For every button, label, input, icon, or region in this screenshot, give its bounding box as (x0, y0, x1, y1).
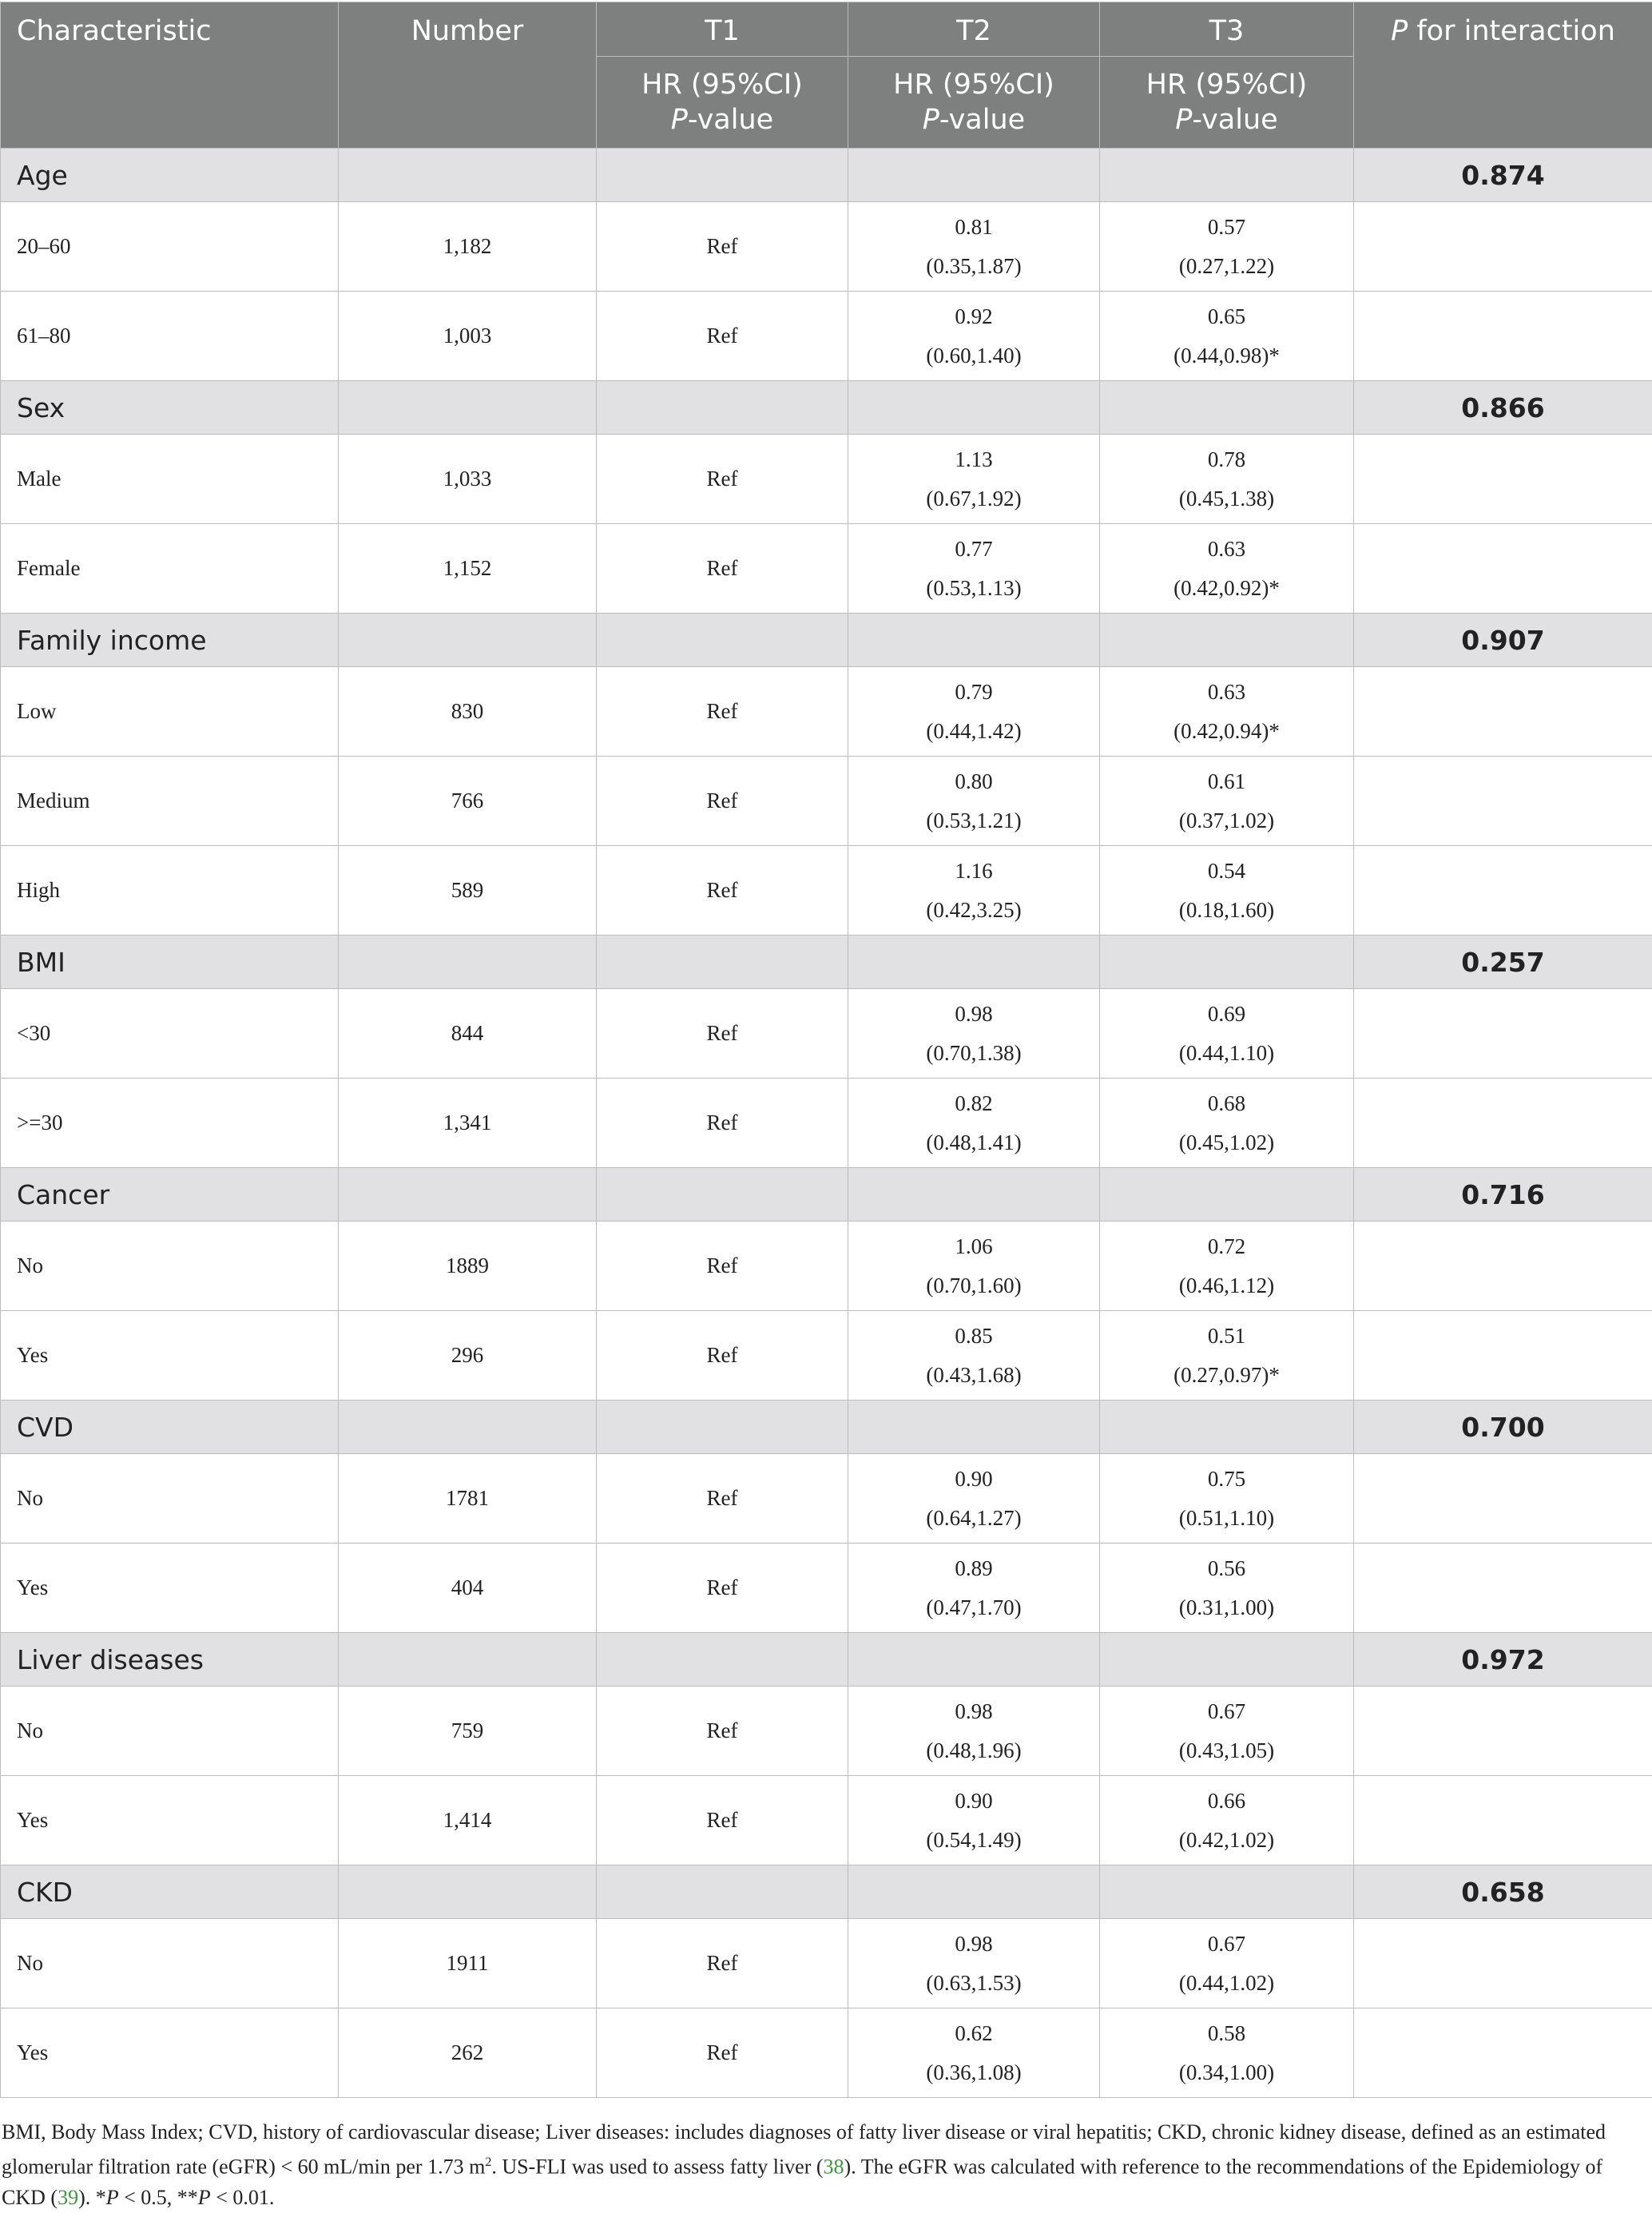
empty-cell (848, 936, 1100, 989)
subgroup-label: No (1, 1919, 339, 2008)
citation-link[interactable]: 38 (824, 2155, 844, 2179)
empty-cell (339, 614, 597, 667)
table-row (1, 1919, 1652, 2008)
t2-ci: (0.36,1.08) (848, 2053, 1099, 2092)
footnote-p-letter: P (106, 2186, 119, 2209)
t3-cell (1100, 1919, 1354, 2008)
t2-ci: (0.63,1.53) (848, 1964, 1099, 2003)
group-name: CVD (1, 1401, 339, 1454)
t3-hr: 0.75 (1100, 1460, 1353, 1499)
subheader-t3 (1100, 57, 1354, 149)
subgroup-table (0, 2, 1652, 2098)
t2-hr: 0.82 (848, 1084, 1099, 1123)
t3-ci: (0.37,1.02) (1100, 801, 1353, 840)
subheader-t2 (848, 57, 1100, 149)
number-cell: 1911 (339, 1919, 597, 2008)
group-name: Age (1, 149, 339, 202)
t2-ci: (0.42,3.25) (848, 891, 1099, 930)
citation-link[interactable]: 39 (58, 2186, 78, 2209)
empty-cell (1354, 1454, 1652, 1544)
number-cell: 404 (339, 1544, 597, 1633)
t2-cell (848, 1544, 1100, 1633)
empty-cell (1100, 614, 1354, 667)
empty-cell (597, 614, 848, 667)
t2-cell (848, 846, 1100, 936)
subgroup-label: Yes (1, 1311, 339, 1401)
subheader-p-text: -value (939, 104, 1025, 136)
group-name: Sex (1, 381, 339, 435)
t3-hr: 0.54 (1100, 852, 1353, 891)
empty-cell (597, 1168, 848, 1222)
number-cell: 296 (339, 1311, 597, 1401)
footnote-superscript: 2 (485, 2155, 491, 2169)
t1-cell: Ref (597, 846, 848, 936)
empty-cell (339, 1401, 597, 1454)
t1-cell: Ref (597, 292, 848, 381)
t2-ci: (0.53,1.21) (848, 801, 1099, 840)
empty-cell (848, 1633, 1100, 1687)
t3-hr: 0.72 (1100, 1227, 1353, 1266)
t3-hr: 0.56 (1100, 1549, 1353, 1588)
t3-cell (1100, 1079, 1354, 1168)
empty-cell (1354, 435, 1652, 524)
t3-ci: (0.42,1.02) (1100, 1821, 1353, 1860)
header-t1: T1 (597, 2, 848, 57)
t2-hr: 0.79 (848, 673, 1099, 712)
t2-cell (848, 202, 1100, 292)
header-p-letter: P (1391, 15, 1408, 47)
empty-cell (1354, 667, 1652, 757)
number-cell: 1,152 (339, 524, 597, 614)
t2-hr: 1.13 (848, 440, 1099, 479)
number-cell: 844 (339, 989, 597, 1079)
p-interaction-value: 0.700 (1354, 1401, 1652, 1454)
number-cell: 1,003 (339, 292, 597, 381)
t1-cell: Ref (597, 1222, 848, 1311)
t2-hr: 0.62 (848, 2014, 1099, 2053)
t3-cell (1100, 667, 1354, 757)
group-row (1, 1401, 1652, 1454)
number-cell: 759 (339, 1687, 597, 1776)
subheader-p-letter: P (923, 104, 939, 136)
subheader-p-letter: P (671, 104, 688, 136)
group-row (1, 1865, 1652, 1919)
t3-hr: 0.58 (1100, 2014, 1353, 2053)
empty-cell (1354, 757, 1652, 846)
t1-cell: Ref (597, 1079, 848, 1168)
empty-cell (1354, 989, 1652, 1079)
t3-ci: (0.51,1.10) (1100, 1499, 1353, 1538)
t3-ci: (0.31,1.00) (1100, 1588, 1353, 1627)
p-interaction-value: 0.972 (1354, 1633, 1652, 1687)
empty-cell (1100, 1401, 1354, 1454)
t3-hr: 0.51 (1100, 1317, 1353, 1356)
t3-ci: (0.42,0.92)* (1100, 569, 1353, 608)
subgroup-label: <30 (1, 989, 339, 1079)
empty-cell (1354, 1079, 1652, 1168)
group-row (1, 1168, 1652, 1222)
group-row (1, 381, 1652, 435)
empty-cell (1100, 1168, 1354, 1222)
t3-ci: (0.45,1.02) (1100, 1123, 1353, 1162)
t2-hr: 0.77 (848, 530, 1099, 569)
t2-hr: 0.90 (848, 1460, 1099, 1499)
t2-cell (848, 292, 1100, 381)
t2-hr: 1.06 (848, 1227, 1099, 1266)
subgroup-label: 20–60 (1, 202, 339, 292)
subheader-p-text: -value (1192, 104, 1277, 136)
table-row (1, 667, 1652, 757)
table-row (1, 1687, 1652, 1776)
subgroup-label: Female (1, 524, 339, 614)
table-row (1, 202, 1652, 292)
p-interaction-value: 0.874 (1354, 149, 1652, 202)
t3-hr: 0.63 (1100, 530, 1353, 569)
t1-cell: Ref (597, 202, 848, 292)
empty-cell (1354, 1776, 1652, 1865)
subgroup-label: Yes (1, 2008, 339, 2098)
t2-hr: 0.81 (848, 208, 1099, 247)
t3-hr: 0.61 (1100, 762, 1353, 801)
t1-cell: Ref (597, 1687, 848, 1776)
subgroup-label: Medium (1, 757, 339, 846)
subheader-hr: HR (95%CI) (893, 69, 1054, 101)
t1-cell: Ref (597, 1454, 848, 1544)
subheader-p-letter: P (1175, 104, 1192, 136)
t3-hr: 0.57 (1100, 208, 1353, 247)
t3-ci: (0.27,0.97)* (1100, 1356, 1353, 1395)
t1-cell: Ref (597, 1311, 848, 1401)
table-row (1, 435, 1652, 524)
t2-cell (848, 989, 1100, 1079)
group-row (1, 936, 1652, 989)
table-row (1, 757, 1652, 846)
t3-hr: 0.68 (1100, 1084, 1353, 1123)
footnote-text: BMI, Body Mass Index; CVD, history of cardiovascular disease; Liver diseases: includes diagnoses of fatty liver disease or viral hepatitis; CKD, chronic kidney disease, defined as an estimated glomerular filtration rate (eGFR) < 60 mL/min per 1.73 m (2, 2120, 1606, 2179)
t3-ci: (0.44,1.02) (1100, 1964, 1353, 2003)
empty-cell (1354, 524, 1652, 614)
group-row (1, 614, 1652, 667)
t1-cell: Ref (597, 757, 848, 846)
empty-cell (339, 936, 597, 989)
number-cell: 589 (339, 846, 597, 936)
number-cell: 1,033 (339, 435, 597, 524)
table-row (1, 1776, 1652, 1865)
t2-cell (848, 1776, 1100, 1865)
t2-ci: (0.70,1.60) (848, 1266, 1099, 1305)
empty-cell (848, 1168, 1100, 1222)
t2-ci: (0.60,1.40) (848, 336, 1099, 375)
t2-cell (848, 1454, 1100, 1544)
t2-cell (848, 1311, 1100, 1401)
header-t3: T3 (1100, 2, 1354, 57)
subgroup-label: No (1, 1222, 339, 1311)
p-interaction-value: 0.257 (1354, 936, 1652, 989)
empty-cell (848, 1401, 1100, 1454)
header-p-text: for interaction (1408, 15, 1615, 47)
t2-cell (848, 1222, 1100, 1311)
table-row (1, 989, 1652, 1079)
t3-ci: (0.18,1.60) (1100, 891, 1353, 930)
empty-cell (848, 381, 1100, 435)
t3-hr: 0.67 (1100, 1692, 1353, 1731)
empty-cell (1354, 1687, 1652, 1776)
empty-cell (848, 614, 1100, 667)
t2-cell (848, 2008, 1100, 2098)
t3-cell (1100, 846, 1354, 936)
subheader-p-text: -value (688, 104, 773, 136)
empty-cell (597, 1633, 848, 1687)
t3-cell (1100, 1687, 1354, 1776)
subgroup-label: >=30 (1, 1079, 339, 1168)
t2-hr: 1.16 (848, 852, 1099, 891)
t2-hr: 0.85 (848, 1317, 1099, 1356)
t3-cell (1100, 435, 1354, 524)
empty-cell (339, 1865, 597, 1919)
table-row (1, 1222, 1652, 1311)
group-name: BMI (1, 936, 339, 989)
number-cell: 1781 (339, 1454, 597, 1544)
t2-hr: 0.90 (848, 1782, 1099, 1821)
t2-cell (848, 1919, 1100, 2008)
t2-ci: (0.67,1.92) (848, 479, 1099, 518)
number-cell: 1889 (339, 1222, 597, 1311)
t3-cell (1100, 1222, 1354, 1311)
empty-cell (1100, 1865, 1354, 1919)
number-cell: 830 (339, 667, 597, 757)
subgroup-label: 61–80 (1, 292, 339, 381)
t2-ci: (0.44,1.42) (848, 712, 1099, 751)
empty-cell (1354, 1311, 1652, 1401)
t3-cell (1100, 292, 1354, 381)
number-cell: 766 (339, 757, 597, 846)
t2-hr: 0.92 (848, 297, 1099, 336)
footnote-text: < 0.01. (211, 2186, 275, 2209)
t1-cell: Ref (597, 524, 848, 614)
t1-cell: Ref (597, 667, 848, 757)
number-cell: 262 (339, 2008, 597, 2098)
t2-ci: (0.35,1.87) (848, 247, 1099, 286)
t2-cell (848, 667, 1100, 757)
empty-cell (597, 149, 848, 202)
empty-cell (597, 1401, 848, 1454)
empty-cell (339, 149, 597, 202)
empty-cell (339, 1633, 597, 1687)
p-interaction-value: 0.658 (1354, 1865, 1652, 1919)
t3-ci: (0.42,0.94)* (1100, 712, 1353, 751)
footnote-text: < 0.5, ** (119, 2186, 198, 2209)
t3-ci: (0.27,1.22) (1100, 247, 1353, 286)
group-row (1, 1633, 1652, 1687)
header-p-interaction (1354, 2, 1652, 149)
subgroup-label: High (1, 846, 339, 936)
t3-cell (1100, 202, 1354, 292)
group-name: Liver diseases (1, 1633, 339, 1687)
t1-cell: Ref (597, 2008, 848, 2098)
empty-cell (1354, 846, 1652, 936)
t2-hr: 0.98 (848, 1692, 1099, 1731)
table-body (1, 149, 1652, 2098)
table-row (1, 1311, 1652, 1401)
empty-cell (1354, 2008, 1652, 2098)
t2-cell (848, 757, 1100, 846)
number-cell: 1,414 (339, 1776, 597, 1865)
t2-ci: (0.43,1.68) (848, 1356, 1099, 1395)
empty-cell (1354, 202, 1652, 292)
t3-cell (1100, 1311, 1354, 1401)
empty-cell (848, 1865, 1100, 1919)
t3-hr: 0.67 (1100, 1925, 1353, 1964)
t2-ci: (0.53,1.13) (848, 569, 1099, 608)
t3-cell (1100, 757, 1354, 846)
t3-ci: (0.44,0.98)* (1100, 336, 1353, 375)
subgroup-label: Yes (1, 1544, 339, 1633)
p-interaction-value: 0.716 (1354, 1168, 1652, 1222)
p-interaction-value: 0.907 (1354, 614, 1652, 667)
t2-hr: 0.89 (848, 1549, 1099, 1588)
t2-ci: (0.64,1.27) (848, 1499, 1099, 1538)
t2-ci: (0.54,1.49) (848, 1821, 1099, 1860)
empty-cell (1100, 149, 1354, 202)
header-characteristic: Characteristic (1, 2, 339, 149)
footnote-text: ). The eGFR was calculated with reference to the recommendations of the Epidemiology of CKD ( (2, 2155, 1602, 2209)
number-cell: 1,182 (339, 202, 597, 292)
t2-cell (848, 1687, 1100, 1776)
t2-ci: (0.47,1.70) (848, 1588, 1099, 1627)
t3-cell (1100, 524, 1354, 614)
t3-ci: (0.34,1.00) (1100, 2053, 1353, 2092)
subgroup-label: Male (1, 435, 339, 524)
empty-cell (1100, 381, 1354, 435)
subheader-hr: HR (95%CI) (641, 69, 803, 101)
empty-cell (1100, 936, 1354, 989)
t2-ci: (0.48,1.41) (848, 1123, 1099, 1162)
t2-cell (848, 524, 1100, 614)
t3-hr: 0.65 (1100, 297, 1353, 336)
empty-cell (848, 149, 1100, 202)
t3-ci: (0.46,1.12) (1100, 1266, 1353, 1305)
t3-hr: 0.78 (1100, 440, 1353, 479)
empty-cell (597, 936, 848, 989)
empty-cell (597, 381, 848, 435)
group-name: Family income (1, 614, 339, 667)
t3-cell (1100, 1454, 1354, 1544)
table-footnote (2, 2117, 1647, 2213)
t2-cell (848, 435, 1100, 524)
t3-cell (1100, 1776, 1354, 1865)
t3-ci: (0.43,1.05) (1100, 1731, 1353, 1770)
t2-hr: 0.98 (848, 1925, 1099, 1964)
empty-cell (1354, 292, 1652, 381)
table-row (1, 524, 1652, 614)
subheader-hr: HR (95%CI) (1146, 69, 1308, 101)
table-row (1, 1079, 1652, 1168)
t3-cell (1100, 1544, 1354, 1633)
table-row (1, 846, 1652, 936)
t3-hr: 0.69 (1100, 995, 1353, 1034)
t2-hr: 0.80 (848, 762, 1099, 801)
t1-cell: Ref (597, 1544, 848, 1633)
header-number: Number (339, 2, 597, 149)
empty-cell (1354, 1222, 1652, 1311)
subgroup-label: No (1, 1687, 339, 1776)
empty-cell (597, 1865, 848, 1919)
t3-cell (1100, 989, 1354, 1079)
header-t2: T2 (848, 2, 1100, 57)
footnote-text: ). * (78, 2186, 106, 2209)
number-cell: 1,341 (339, 1079, 597, 1168)
empty-cell (1354, 1544, 1652, 1633)
group-row (1, 149, 1652, 202)
table-row (1, 1454, 1652, 1544)
p-interaction-value: 0.866 (1354, 381, 1652, 435)
t1-cell: Ref (597, 1919, 848, 2008)
t2-ci: (0.48,1.96) (848, 1731, 1099, 1770)
empty-cell (339, 381, 597, 435)
subheader-t1 (597, 57, 848, 149)
subgroup-label: Yes (1, 1776, 339, 1865)
t1-cell: Ref (597, 435, 848, 524)
table-row (1, 2008, 1652, 2098)
empty-cell (1100, 1633, 1354, 1687)
table-row (1, 1544, 1652, 1633)
group-name: CKD (1, 1865, 339, 1919)
empty-cell (339, 1168, 597, 1222)
t1-cell: Ref (597, 989, 848, 1079)
t3-ci: (0.45,1.38) (1100, 479, 1353, 518)
t3-hr: 0.66 (1100, 1782, 1353, 1821)
t2-ci: (0.70,1.38) (848, 1034, 1099, 1073)
subgroup-label: Low (1, 667, 339, 757)
t2-hr: 0.98 (848, 995, 1099, 1034)
footnote-text: . US-FLI was used to assess fatty liver ( (491, 2155, 823, 2179)
empty-cell (1354, 1919, 1652, 2008)
footnote-p-letter: P (198, 2186, 211, 2209)
t2-cell (848, 1079, 1100, 1168)
t1-cell: Ref (597, 1776, 848, 1865)
subgroup-label: No (1, 1454, 339, 1544)
table-row (1, 292, 1652, 381)
t3-hr: 0.63 (1100, 673, 1353, 712)
group-name: Cancer (1, 1168, 339, 1222)
t3-ci: (0.44,1.10) (1100, 1034, 1353, 1073)
table-header (1, 2, 1652, 149)
t3-cell (1100, 2008, 1354, 2098)
